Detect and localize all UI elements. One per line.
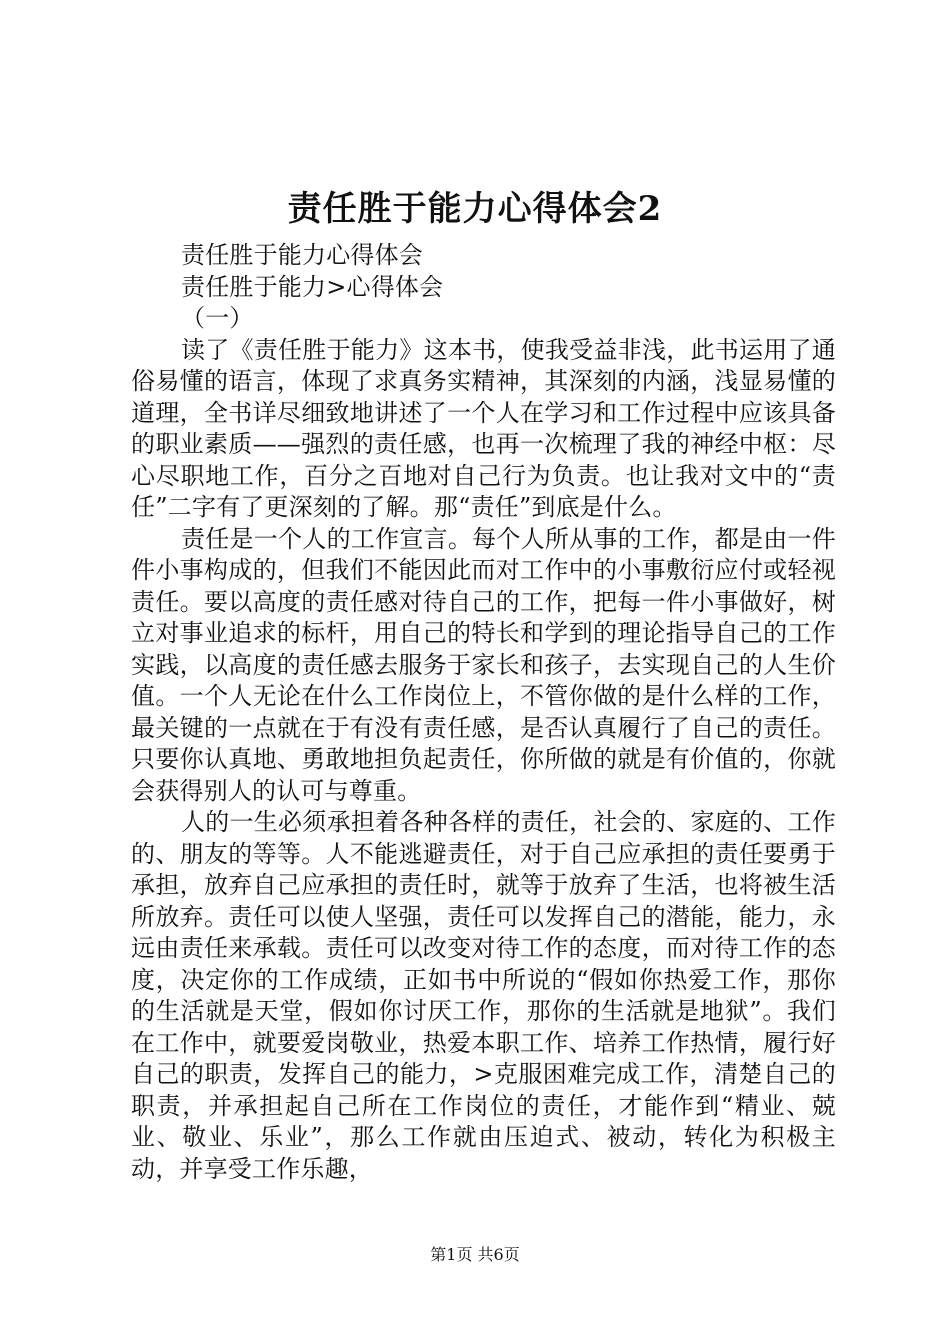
page-footer: 第1页 共6页	[430, 1245, 520, 1264]
paragraph-3: 人的一生必须承担着各种各样的责任，社会的、家庭的、工作的、朋友的等等。人不能逃避责任，对于自己应承担的责任要勇于承担，放弃自己应承担的责任时，就等于放弃了生活，也将被生活所放弃。责任可以使人坚强，责任可以发挥自己的潜能，能力，永远由责任来承载。责任可以改变对待工作的态度，而对待工作的态度，决定你的工作成绩，正如书中所说的“假如你热爱工作，那你的生活就是天堂，假如你讨厌工作，那你的生活就是地狱”。我们在工作中，就要爱岗敬业，热爱本职工作、培养工作热情，履行好自己的职责，发挥自己的能力，>克服困难完成工作，清楚自己的职责，并承担起自己所在工作岗位的责任，才能作到“精业、兢业、敬业、乐业”，那么工作就由压迫式、被动，转化为积极主动，并享受工作乐趣，	[131, 808, 836, 1183]
paragraph-1: 读了《责任胜于能力》这本书，使我受益非浅，此书运用了通俗易懂的语言，体现了求真务实精神，其深刻的内涵，浅显易懂的道理，全书详尽细致地讲述了一个人在学习和工作过程中应该具备的职业素质——强烈的责任感，也再一次梳理了我的神经中枢：尽心尽职地工作，百分之百地对自己行为负责。也让我对文中的“责任”二字有了更深刻的了解。那“责任”到底是什么。	[131, 335, 836, 521]
paragraph-2: 责任是一个人的工作宣言。每个人所从事的工作，都是由一件件小事构成的，但我们不能因此而对工作中的小事敷衍应付或轻视责任。要以高度的责任感对待自己的工作，把每一件小事做好，树立对事业追求的标杆，用自己的特长和学到的理论指导自己的工作实践，以高度的责任感去服务于家长和孩子，去实现自己的人生价值。一个人无论在什么工作岗位上，不管你做的是什么样的工作，最关键的一点就在于有没有责任感，是否认真履行了自己的责任。只要你认真地、勇敢地担负起责任，你所做的就是有价值的，你就会获得别人的认可与尊重。	[131, 524, 836, 805]
document-title: 责任胜于能力心得体会2	[287, 189, 663, 229]
subtitle-line-1: 责任胜于能力心得体会	[181, 241, 423, 269]
document-body	[131, 240, 836, 1185]
subtitle-line-2: 责任胜于能力>心得体会	[181, 272, 444, 301]
section-marker: （一）	[181, 304, 254, 332]
